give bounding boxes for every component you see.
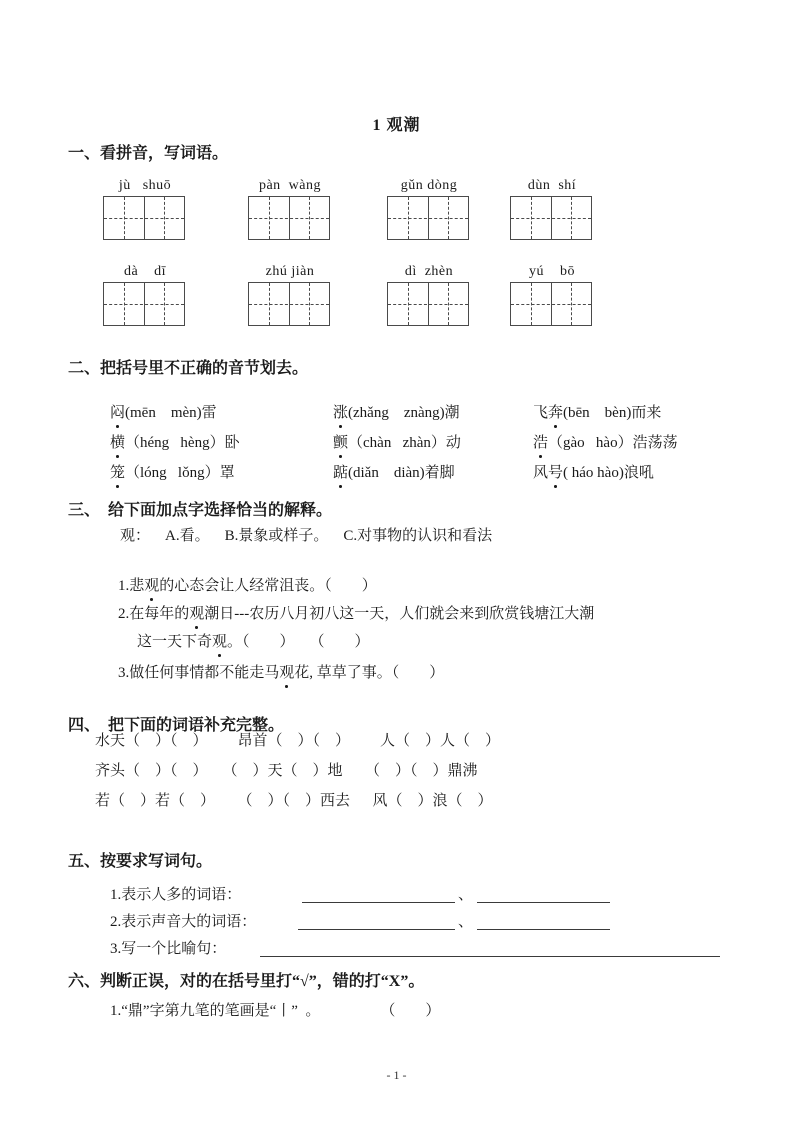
grid-dash-vertical-right [309,197,310,239]
question-post: 潮日---农历八月初八这一天，人们就会来到欣赏钱塘江大潮 [204,606,595,622]
dotted-char: 观 [144,575,159,597]
tianzige-dadi [103,262,187,326]
choice-post: (diǎn diàn)着脚 [348,465,455,481]
separator-dun-1: 、 [458,887,474,903]
tianzige-box[interactable] [103,196,185,240]
question-pre: 这一天下奇 [137,634,213,650]
idiom-row-3[interactable]: 若（ ）若（ ） （ ）（ ）西去 风（ ）浪（ ） [95,793,493,809]
dotted-char: 观 [189,603,204,625]
meaning-options: 观： A.看。 B.景象或样子。 C.对事物的认识和看法 [120,528,493,544]
grid-dash-vertical-right [164,283,165,325]
section-heading-3: 三、 给下面加点字选择恰当的解释。 [68,502,333,519]
pinyin-label: dùn shí [527,178,577,193]
choice-post: （gào hào）浩荡荡 [548,435,678,451]
grid-dash-vertical-left [531,197,532,239]
tianzige-dunshi [510,176,594,240]
choice-pre: 飞 [533,405,549,421]
grid-dash-vertical-right [448,283,449,325]
grid-dash-vertical-right [571,197,572,239]
grid-dash-horizontal [104,218,184,219]
write-item-3-label: 3.写一个比喻句： [110,941,227,957]
grid-dash-vertical-right [164,197,165,239]
section-heading-6: 六、判断正误，对的在括号里打“√”，错的打“X”。 [68,973,425,990]
grid-dash-horizontal [249,304,329,305]
page-number: - 1 - [386,1068,407,1082]
grid-dash-vertical-left [124,283,125,325]
choice-post: (mēn mèn)雷 [125,405,217,421]
grid-dash-horizontal [511,304,591,305]
pinyin-choice-row[interactable] [518,440,654,506]
choice-item[interactable] [110,465,235,481]
answer-rule-1b[interactable] [477,902,610,903]
idiom-row-2[interactable]: 齐头（ ）（ ） （ ）天（ ）地 （ ）（ ）鼎沸 [95,763,478,779]
write-item-2-label: 2.表示声音大的词语： [110,914,257,930]
pinyin-choice-row[interactable] [318,440,455,506]
dotted-char: 浩 [533,432,548,454]
grid-dash-vertical-left [408,283,409,325]
answer-rule-2b[interactable] [477,929,610,930]
grid-dash-horizontal [249,218,329,219]
choice-item[interactable] [533,465,654,481]
pinyin-label: pàn wàng [258,178,322,193]
dotted-char: 横 [110,432,125,454]
tianzige-panwang [248,176,332,240]
tianzige-box[interactable] [387,196,469,240]
tianzige-yubo [510,262,594,326]
separator-dun-2: 、 [458,914,474,930]
question-pre: 3.做任何事情都不能走马 [118,665,280,681]
write-item-1-label: 1.表示人多的词语： [110,887,242,903]
pinyin-label: yú bō [529,264,575,279]
tianzige-zhujian [248,262,332,326]
choice-post: （héng hèng）卧 [125,435,240,451]
dotted-char: 踮 [333,462,348,484]
question-pre: 1.悲 [118,578,145,594]
grid-dash-vertical-left [269,283,270,325]
pinyin-label: gǔn dòng [400,178,458,193]
pinyin-label: jù shuō [118,178,172,193]
grid-dash-horizontal [388,304,468,305]
choice-post: （lóng lǒng）罩 [125,465,235,481]
question-post: 花, 草草了事。（ ） [294,665,445,681]
grid-dash-vertical-right [571,283,572,325]
judge-item-1[interactable]: 1.“鼎”字第九笔的笔画是“丨” 。 （ ） [110,1003,441,1019]
tianzige-box[interactable] [510,282,592,326]
dotted-char: 观 [279,662,294,684]
grid-dash-vertical-left [269,197,270,239]
grid-dash-vertical-left [124,197,125,239]
section-heading-1: 一、看拼音，写词语。 [68,145,229,162]
pinyin-label: dà dī [123,264,167,279]
answer-rule-3[interactable] [260,956,720,957]
choice-post: （chàn zhàn）动 [348,435,461,451]
dotted-char: 颤 [333,432,348,454]
choice-post: (zhǎng znàng)潮 [348,405,460,421]
tianzige-box[interactable] [103,282,185,326]
grid-dash-vertical-left [408,197,409,239]
choice-pre: 风 [533,465,549,481]
dotted-char: 号 [548,462,563,484]
grid-dash-vertical-left [531,283,532,325]
idiom-row-1[interactable]: 水天（ ）（ ） 昂首（ ）（ ） 人（ ）人（ ） [95,733,501,749]
dotted-char: 观 [212,631,227,653]
answer-rule-2a[interactable] [298,929,455,930]
question-post: 。（ ） （ ） [227,634,370,650]
grid-dash-horizontal [388,218,468,219]
dotted-char: 笼 [110,462,125,484]
grid-dash-horizontal [511,218,591,219]
grid-dash-vertical-right [448,197,449,239]
tianzige-box[interactable] [387,282,469,326]
answer-rule-1a[interactable] [302,902,455,903]
section-heading-2: 二、把括号里不正确的音节划去。 [68,360,309,377]
tianzige-jushuo [103,176,187,240]
tianzige-dizhen [387,262,471,326]
tianzige-gundong [387,176,471,240]
dotted-char: 奔 [548,402,563,424]
grid-dash-vertical-right [309,283,310,325]
question-post: 的心态会让人经常沮丧。（ ） [159,578,377,594]
choice-item[interactable] [333,465,455,481]
tianzige-box[interactable] [510,196,592,240]
tianzige-box[interactable] [248,196,330,240]
choice-post: ( háo hào)浪吼 [563,465,654,481]
section-heading-4: 四、 把下面的词语补充完整。 [68,717,285,734]
grid-dash-horizontal [104,304,184,305]
dotted-char: 涨 [333,402,348,424]
page-title: 1 观潮 [372,117,421,134]
section-heading-5: 五、按要求写词句。 [68,853,213,870]
tianzige-box[interactable] [248,282,330,326]
pinyin-label: dì zhèn [404,264,454,279]
dotted-char: 闷 [110,402,125,424]
pinyin-label: zhú jiàn [265,264,315,279]
question-pre: 2.在每年的 [118,606,190,622]
choice-post: (bēn bèn)而来 [563,405,662,421]
question-item-3[interactable] [103,640,444,706]
